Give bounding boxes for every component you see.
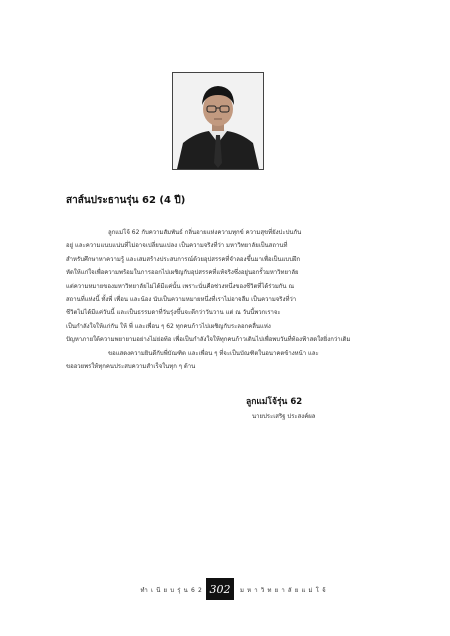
body-line: แต่ความหมายของมหาวิทยาลัยไม่ได้มีแค่นั้น เพราะนั่นคือช่วงหนึ่งของชีวิตที่ได้ร่วมกัน ณ [66, 282, 295, 290]
body-line: สถานที่แห่งนี้ ทั้งพี่ เพื่อน และน้อง นับเป็นความหมายหนึ่งที่เราไม่อาจลืม เป็นความจริงที่ว่า [66, 296, 297, 304]
signature-person: นายประเสริฐ ประสงค์ผล [252, 413, 316, 420]
page-title: สาส์นประธานรุ่น 62 (4 ปี) [66, 195, 186, 206]
body-line: หัดให้แก่ใจเพื่อความพร้อมในการออกไปเผชิญกับอุปสรรคที่แท้จริงซึ่งอยู่นอกรั้วมหาวิทยาลัย [66, 269, 299, 277]
page-number: 302 [206, 578, 234, 600]
body-line: ปัญหาภายใต้ความพยายามอย่างไม่ย่อท้อ เพื่อเป็นกำลังใจให้ทุกคนก้าวเดินไปเพื่อพบวันที่ท้องฟ้าสดใสยิ่งกว่าเดิม [66, 336, 351, 344]
body-line: ขออวยพรให้ทุกคนประสบความสำเร็จในทุก ๆ ด้าน [66, 363, 196, 371]
signature-name: ลูกแม่โจ้รุ่น 62 [246, 397, 303, 407]
body-line: ขอแสดงความยินดีกับพี่บัณฑิต และเพื่อน ๆ ที่จะเป็นบัณฑิตในอนาคตข้างหน้า และ [108, 349, 319, 357]
portrait-graphic [173, 73, 263, 169]
body-line: สำหรับศึกษาหาความรู้ และเสมสร้างประสบการณ์ด้วยอุปสรรคที่จำลองขึ้นมาเพื่อเป็นแบบฝึก [66, 255, 301, 263]
body-line: เป็นกำลังใจให้แก่กัน ให้ พี่ และเพื่อน ๆ 62 ทุกคนก้าวไปเผชิญกับระลอกคลื่นแห่ง [66, 322, 271, 330]
footer-left-text: ทำเนียบรุ่น62 [140, 587, 205, 594]
body-line: อยู่ และความแนบแน่นที่ไม่อาจเปลี่ยนแปลง เป็นความจริงที่ว่า มหาวิทยาลัยเป็นสถานที่ [66, 242, 288, 250]
portrait-photo [172, 72, 264, 170]
body-line: ลูกแม่โจ้ 62 กับความสัมพันธ์ กลิ่นอายแห่งความทุกข์ ความสุขที่ยังปะปนกัน [108, 229, 302, 236]
page-footer [0, 578, 450, 602]
footer-right-text: มหาวิทยาลัยแม่โจ้ [240, 587, 329, 594]
body-line: ชีวิตไม่ได้มีแค่วันนี้ และเป็นธรรมดาที่วันรุ่งขึ้นจะดีกว่าวันวาน แต่ ณ วันนี้พวกเราจะ [66, 309, 281, 317]
message-body [66, 226, 386, 373]
